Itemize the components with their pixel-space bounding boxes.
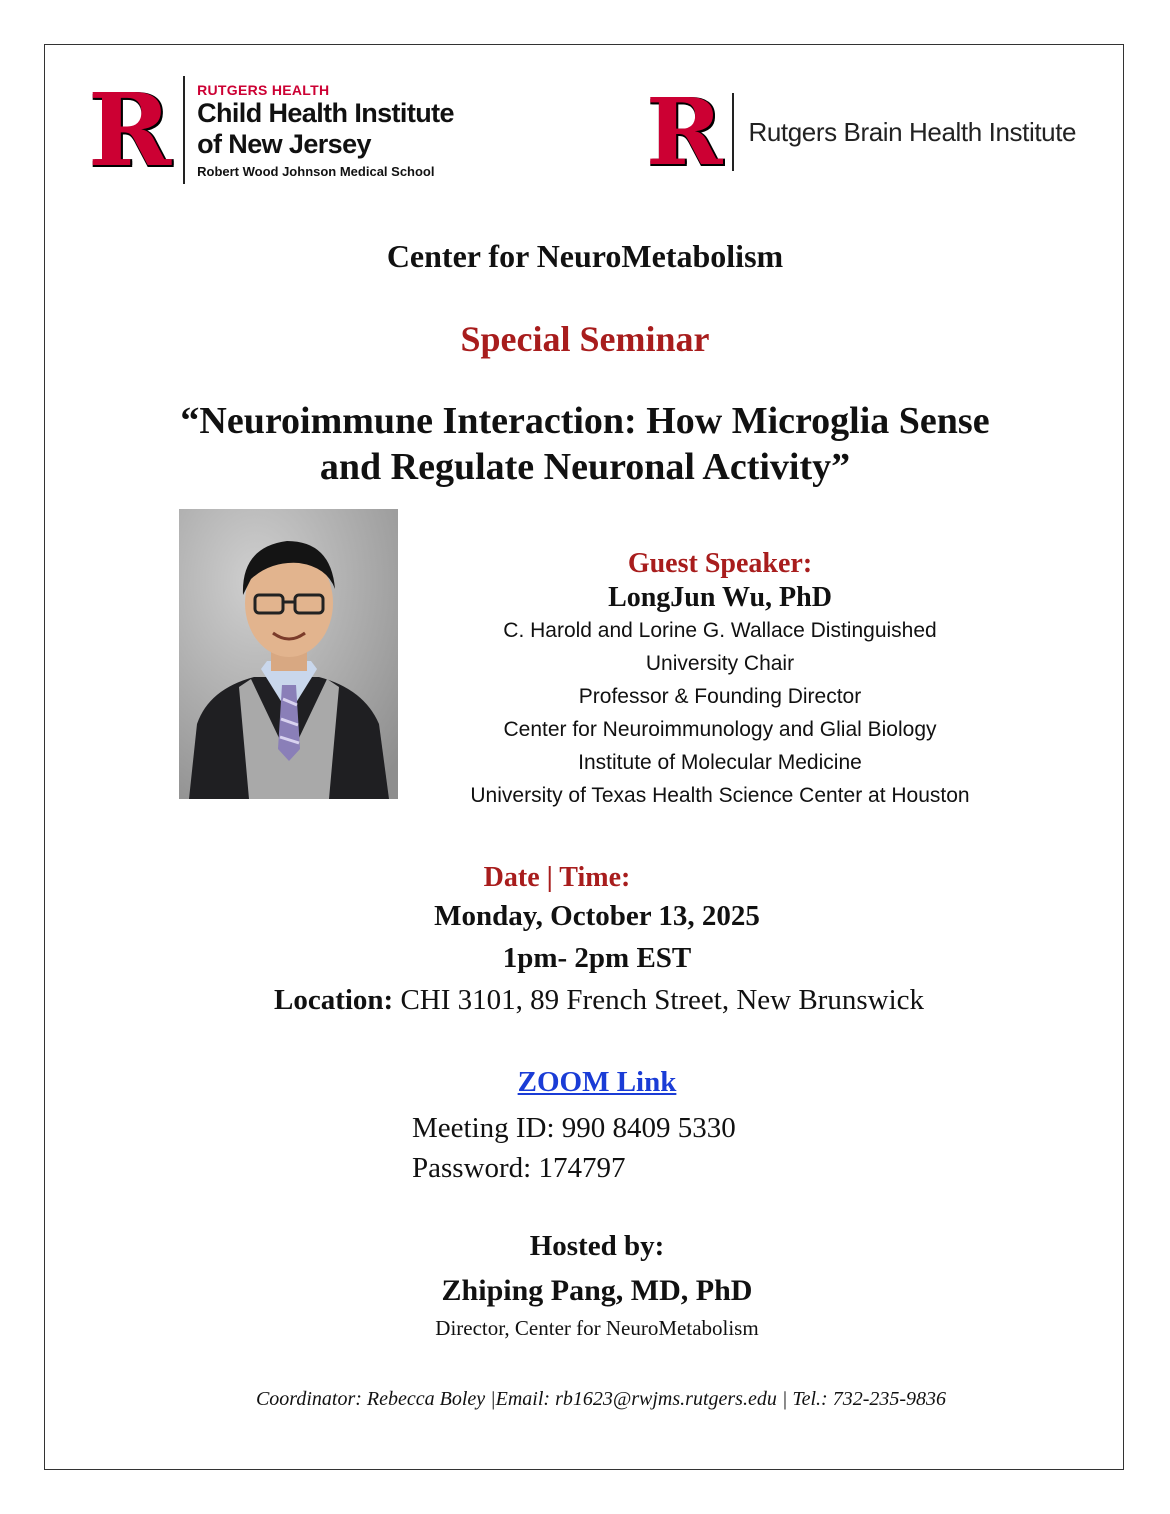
speaker-affiliation-line: Center for Neuroimmunology and Glial Biology xyxy=(503,718,937,741)
center-name: Center for NeuroMetabolism xyxy=(386,238,784,274)
event-location xyxy=(14,984,1170,1017)
logo-kicker: RUTGERS HEALTH xyxy=(197,81,330,98)
hosted-by-label: Hosted by: xyxy=(529,1230,665,1262)
logo-line-3: Robert Wood Johnson Medical School xyxy=(197,163,435,179)
logo-line-2: of New Jersey xyxy=(197,128,371,159)
event-type: Special Seminar xyxy=(460,319,710,359)
logo-text xyxy=(197,82,454,179)
host-name: Zhiping Pang, MD, PhD xyxy=(441,1274,753,1307)
speaker-photo xyxy=(179,509,398,799)
event-date: Monday, October 13, 2025 xyxy=(434,900,760,932)
logo-name: Rutgers Brain Health Institute xyxy=(748,116,1077,147)
speaker-affiliation-line: University of Texas Health Science Center at Houston xyxy=(470,784,970,807)
meeting-id: Meeting ID: 990 8409 5330 xyxy=(412,1112,736,1144)
zoom-meeting-details xyxy=(412,1108,736,1188)
guest-speaker-name: LongJun Wu, PhD xyxy=(608,582,832,613)
coordinator-contact: Coordinator: Rebecca Boley |Email: rb1623@rwjms.rutgers.edu | Tel.: 732-235-9836 xyxy=(255,1388,947,1410)
speaker-affiliation-line: University Chair xyxy=(645,652,795,675)
logo-divider xyxy=(732,93,734,171)
zoom-link[interactable]: ZOOM Link xyxy=(517,1066,677,1098)
speaker-affiliation-line: Institute of Molecular Medicine xyxy=(578,751,862,774)
speaker-portrait-icon xyxy=(179,509,398,799)
logo-divider xyxy=(183,76,185,184)
speaker-affiliation-line: C. Harold and Lorine G. Wallace Distinguished xyxy=(503,619,937,642)
zoom-link-row xyxy=(12,1066,1170,1099)
seminar-title xyxy=(0,398,1170,490)
meeting-password: Password: 174797 xyxy=(412,1152,626,1184)
guest-speaker-block xyxy=(420,548,1020,812)
logo-line-1: Child Health Institute xyxy=(197,97,454,128)
brain-health-institute-logo xyxy=(646,78,1077,186)
location-label: Location: xyxy=(274,984,394,1016)
seminar-title-line-2: and Regulate Neuronal Activity” xyxy=(319,446,851,488)
event-time: 1pm- 2pm EST xyxy=(502,942,692,974)
host-title: Director, Center for NeuroMetabolism xyxy=(435,1316,759,1340)
date-time-label: Date | Time: xyxy=(483,862,631,893)
rutgers-r-logo-icon: R xyxy=(88,71,170,189)
rutgers-r-logo-icon: R xyxy=(646,78,721,186)
child-health-institute-logo xyxy=(88,71,454,189)
location-value: CHI 3101, 89 French Street, New Brunswick xyxy=(393,984,924,1016)
guest-speaker-label: Guest Speaker: xyxy=(627,548,813,579)
speaker-affiliation-line: Professor & Founding Director xyxy=(578,685,862,708)
seminar-title-line-1: “Neuroimmune Interaction: How Microglia Sense xyxy=(180,400,990,442)
